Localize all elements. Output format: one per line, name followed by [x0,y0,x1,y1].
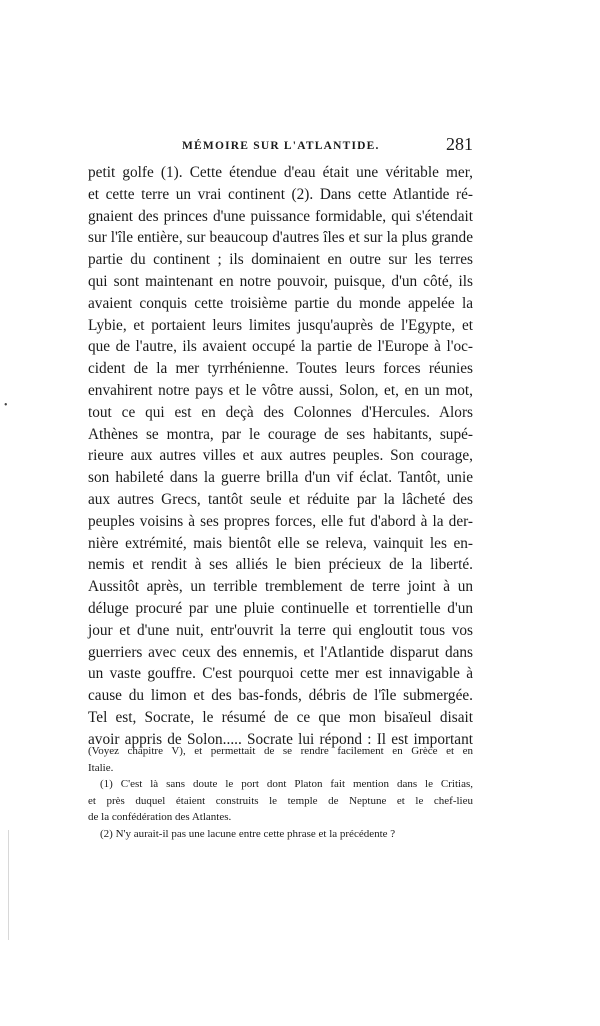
text-line: cause du limon et des bas-fonds, débris de l'île submergée. [88,687,473,705]
text-line: nière extrémité, mais bientôt elle se releva, vainquit les en- [88,534,473,552]
text-line: avoir appris de Solon..... Socrate lui répond : Il est important [88,730,473,748]
text-line: partie du continent ; ils dominaient en outre sur les terres [88,251,473,269]
text-line: qui sont maintenant en notre pouvoir, puisque, d'un côté, ils [88,272,473,290]
text-line: petit golfe (1). Cette étendue d'eau était une véritable mer, [88,164,473,181]
text-line: peuples voisins à ses propres forces, elle fut d'abord à la der- [88,512,473,530]
footnote-1-line: (1) C'est là sans doute le port dont Platon fait mention dans le Critias, [100,778,473,790]
page-header [88,134,473,158]
margin-mark: • [4,400,8,411]
text-line: tout ce qui est en deçà des Colonnes d'Hercules. Alors [88,403,473,421]
footnote-continuation-line: Italie. [88,761,114,774]
text-line: et cette terre un vrai continent (2). Dans cette Atlantide ré- [88,185,473,203]
footnote-2-line: (2) N'y aurait-il pas une lacune entre cette phrase et la précédente ? [100,827,396,840]
gutter-line [8,830,9,940]
text-line: un vaste gouffre. C'est pourquoi cette mer est innavigable à [88,665,473,683]
text-line: Tel est, Socrate, le résumé de ce que mon bisaïeul disait [88,708,473,726]
text-line: nemis et rendit à ses alliés le bien précieux de la liberté. [88,556,473,574]
running-title: MÉMOIRE SUR L'ATLANTIDE. [182,140,380,152]
footnote-continuation-line: (Voyez chapitre V), et permettait de se rendre facilement en Grèce et en [88,745,473,757]
text-line: déluge procuré par une pluie continuelle et torrentielle d'un [88,599,473,617]
text-line: jour et d'une nuit, entr'ouvrit la terre qui engloutit tous vos [88,621,473,639]
text-line: Aussitôt après, un terrible tremblement de terre joint à un [88,578,473,596]
text-line: envahirent notre pays et le vôtre aussi, Solon, et, en un mot, [88,381,473,399]
page-number: 281 [446,134,473,154]
footnotes [88,743,473,842]
text-line: guerriers avec ceux des ennemis, et l'Atlantide disparut dans [88,643,473,661]
text-line: gnaient des princes d'une puissance formidable, qui s'étendait [88,207,473,225]
text-line: Lybie, et portaient leurs limites jusqu'auprès de l'Egypte, et [88,316,473,334]
text-line: rieure aux autres villes et aux autres peuples. Son courage, [88,447,473,465]
text-line: avaient conquis cette troisième partie du monde appelée la [88,294,473,312]
footnote-1-line: et près duquel étaient construits le temple de Neptune et le chef-lieu [88,794,473,807]
text-line: que de l'autre, ils avaient occupé la partie de l'Europe à l'oc- [88,338,473,356]
main-text [88,162,473,751]
text-line: sur l'île entière, sur beaucoup d'autres îles et sur la plus grande [88,229,473,247]
text-line: Athènes se montra, par le courage de ses habitants, supé- [88,425,473,443]
text-line: cident de la mer tyrrhénienne. Toutes leurs forces réunies [88,360,473,378]
text-line: son habileté dans la guerre brilla d'un vif éclat. Tantôt, unie [88,469,473,487]
text-line: aux autres Grecs, tantôt seule et réduite par la lâcheté des [88,490,473,508]
footnote-1-line: de la confédération des Atlantes. [88,811,232,823]
